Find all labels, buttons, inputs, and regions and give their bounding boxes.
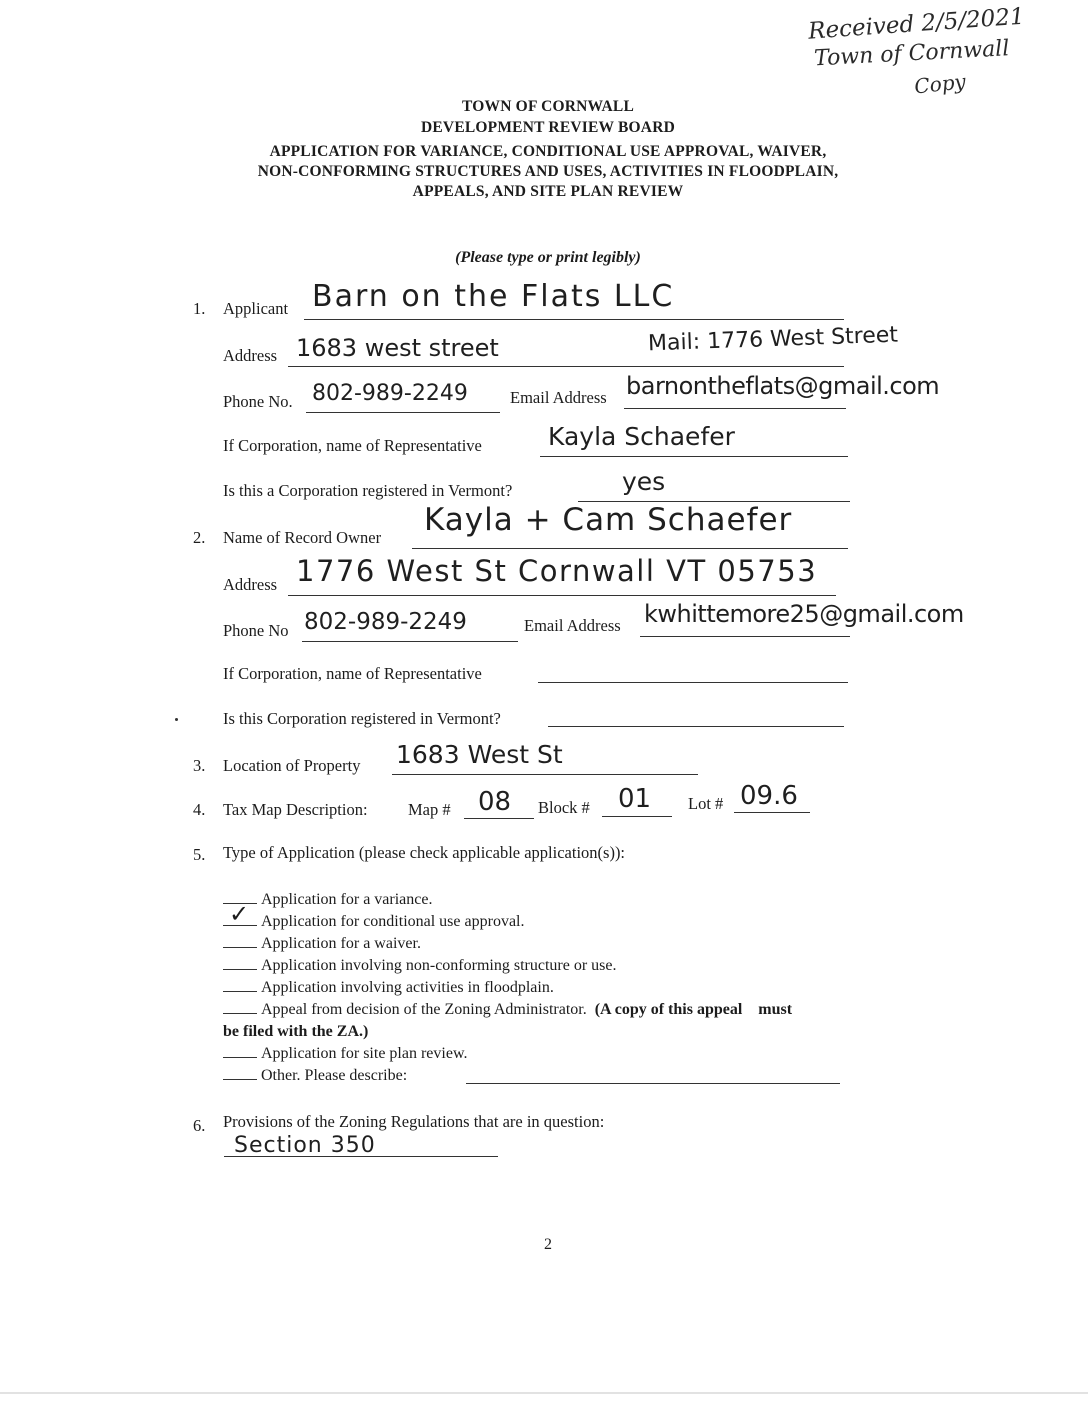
option-site-plan-label: Application for site plan review. <box>261 1045 468 1062</box>
block-number-line <box>602 816 672 817</box>
checkbox-floodplain[interactable] <box>223 977 257 992</box>
vermont-registered-label: Is this a Corporation registered in Vermont? <box>223 481 513 500</box>
applicant-line <box>304 319 844 320</box>
section-3-number: 3. <box>193 756 206 775</box>
lot-number-value[interactable]: 09.6 <box>740 781 798 811</box>
owner-vermont-registered-label: Is this Corporation registered in Vermont? <box>223 709 501 728</box>
option-site-plan[interactable] <box>223 1043 943 1065</box>
stamp-copy: Copy <box>913 69 967 99</box>
received-stamp <box>807 3 1058 99</box>
page-number: 2 <box>544 1236 552 1253</box>
owner-email-line <box>640 636 850 637</box>
option-appeal-label: Appeal from decision of the Zoning Administrator. <box>261 1001 587 1018</box>
option-non-conforming[interactable] <box>223 955 943 977</box>
header-title-3: APPEALS, AND SITE PLAN REVIEW <box>412 183 684 200</box>
block-number-value[interactable]: 01 <box>618 784 652 814</box>
stamp-town: Town of Cornwall <box>813 36 1010 72</box>
phone-value[interactable]: 802-989-2249 <box>312 381 468 406</box>
owner-representative-line[interactable] <box>538 682 848 683</box>
owner-phone-label: Phone No <box>223 621 289 640</box>
owner-address-line <box>288 595 836 596</box>
record-owner-value[interactable]: Kayla + Cam Schaefer <box>424 502 793 538</box>
header-title-1: APPLICATION FOR VARIANCE, CONDITIONAL USE APPROVAL, WAIVER, <box>269 143 827 160</box>
owner-phone-line <box>302 641 518 642</box>
option-conditional-use[interactable] <box>223 900 943 933</box>
phone-label: Phone No. <box>223 392 293 411</box>
lot-number-line <box>734 812 810 813</box>
instruction: (Please type or print legibly) <box>455 249 641 266</box>
mail-address-value[interactable]: Mail: 1776 West Street <box>647 322 899 357</box>
appeal-note-continued <box>223 1021 943 1043</box>
option-appeal[interactable] <box>223 999 943 1021</box>
option-other-label: Other. Please describe: <box>261 1067 408 1084</box>
owner-phone-value[interactable]: 802-989-2249 <box>304 609 467 635</box>
header-title-2: NON-CONFORMING STRUCTURES AND USES, ACTIVITIES IN FLOODPLAIN, <box>257 163 839 180</box>
applicant-value[interactable]: Barn on the Flats LLC <box>312 279 675 314</box>
check-mark-icon: ✓ <box>229 900 250 928</box>
property-location-value[interactable]: 1683 West St <box>396 740 563 769</box>
application-type-options <box>223 889 943 1087</box>
zoning-provisions-label: Provisions of the Zoning Regulations that are in question: <box>223 1112 605 1131</box>
stamp-received-date: Received 2/5/2021 <box>807 3 1026 45</box>
address-line <box>288 366 844 367</box>
scan-edge <box>0 1392 1088 1394</box>
owner-representative-label: If Corporation, name of Representative <box>223 664 482 683</box>
record-owner-line <box>412 548 848 549</box>
map-number-line <box>464 818 534 819</box>
owner-email-label: Email Address <box>524 616 621 635</box>
representative-label: If Corporation, name of Representative <box>223 436 482 455</box>
record-owner-label: Name of Record Owner <box>223 528 382 547</box>
option-waiver-label: Application for a waiver. <box>261 935 421 952</box>
section-2-number: 2. <box>193 528 206 547</box>
representative-value[interactable]: Kayla Schaefer <box>548 422 735 451</box>
representative-line <box>540 456 848 457</box>
applicant-label: Applicant <box>223 299 289 318</box>
appeal-note-za: be filed with the ZA.) <box>223 1023 369 1040</box>
section-1-number: 1. <box>193 299 206 318</box>
checkbox-site-plan[interactable] <box>223 1043 257 1058</box>
owner-email-value[interactable]: kwhittemore25@gmail.com <box>644 600 964 628</box>
option-non-conforming-label: Application involving non-conforming structure or use. <box>261 957 617 974</box>
option-waiver[interactable] <box>223 933 943 955</box>
email-label: Email Address <box>510 388 607 407</box>
tax-map-label: Tax Map Description: <box>223 800 368 819</box>
zoning-provisions-value[interactable]: Section 350 <box>234 1133 376 1158</box>
email-value[interactable]: barnontheflats@gmail.com <box>626 372 940 400</box>
phone-line <box>306 412 500 413</box>
appeal-note-must: must <box>758 1001 793 1018</box>
email-line <box>624 408 846 409</box>
header-town: TOWN OF CORNWALL <box>462 98 634 115</box>
section-4-number: 4. <box>193 800 206 819</box>
option-variance-label: Application for a variance. <box>261 891 433 908</box>
appeal-note: (A copy of this appeal <box>594 1001 743 1018</box>
owner-address-value[interactable]: 1776 West St Cornwall VT 05753 <box>296 554 818 588</box>
checkbox-waiver[interactable] <box>223 933 257 948</box>
map-number-value[interactable]: 08 <box>478 787 512 817</box>
checkbox-non-conforming[interactable] <box>223 955 257 970</box>
option-floodplain[interactable] <box>223 977 943 999</box>
address-value[interactable]: 1683 west street <box>296 334 499 362</box>
vermont-registered-value[interactable]: yes <box>622 467 666 496</box>
option-variance[interactable] <box>223 889 943 911</box>
property-location-line <box>392 774 698 775</box>
section-5-number: 5. <box>193 845 206 864</box>
margin-dot <box>175 718 178 721</box>
checkbox-appeal[interactable] <box>223 999 257 1014</box>
checkbox-other[interactable] <box>223 1065 257 1080</box>
option-conditional-use-label: Application for conditional use approval. <box>261 913 525 930</box>
block-number-label: Block # <box>538 798 590 817</box>
option-floodplain-label: Application involving activities in floodplain. <box>261 979 554 996</box>
lot-number-label: Lot # <box>688 794 724 813</box>
other-describe-line[interactable] <box>466 1083 840 1084</box>
owner-address-label: Address <box>223 575 278 594</box>
header-board: DEVELOPMENT REVIEW BOARD <box>421 119 675 136</box>
section-6-number: 6. <box>193 1116 206 1135</box>
application-type-label: Type of Application (please check applicable application(s)): <box>223 843 626 862</box>
owner-vermont-registered-line[interactable] <box>548 726 844 727</box>
address-label: Address <box>223 346 278 365</box>
map-number-label: Map # <box>408 800 451 819</box>
property-location-label: Location of Property <box>223 756 361 775</box>
